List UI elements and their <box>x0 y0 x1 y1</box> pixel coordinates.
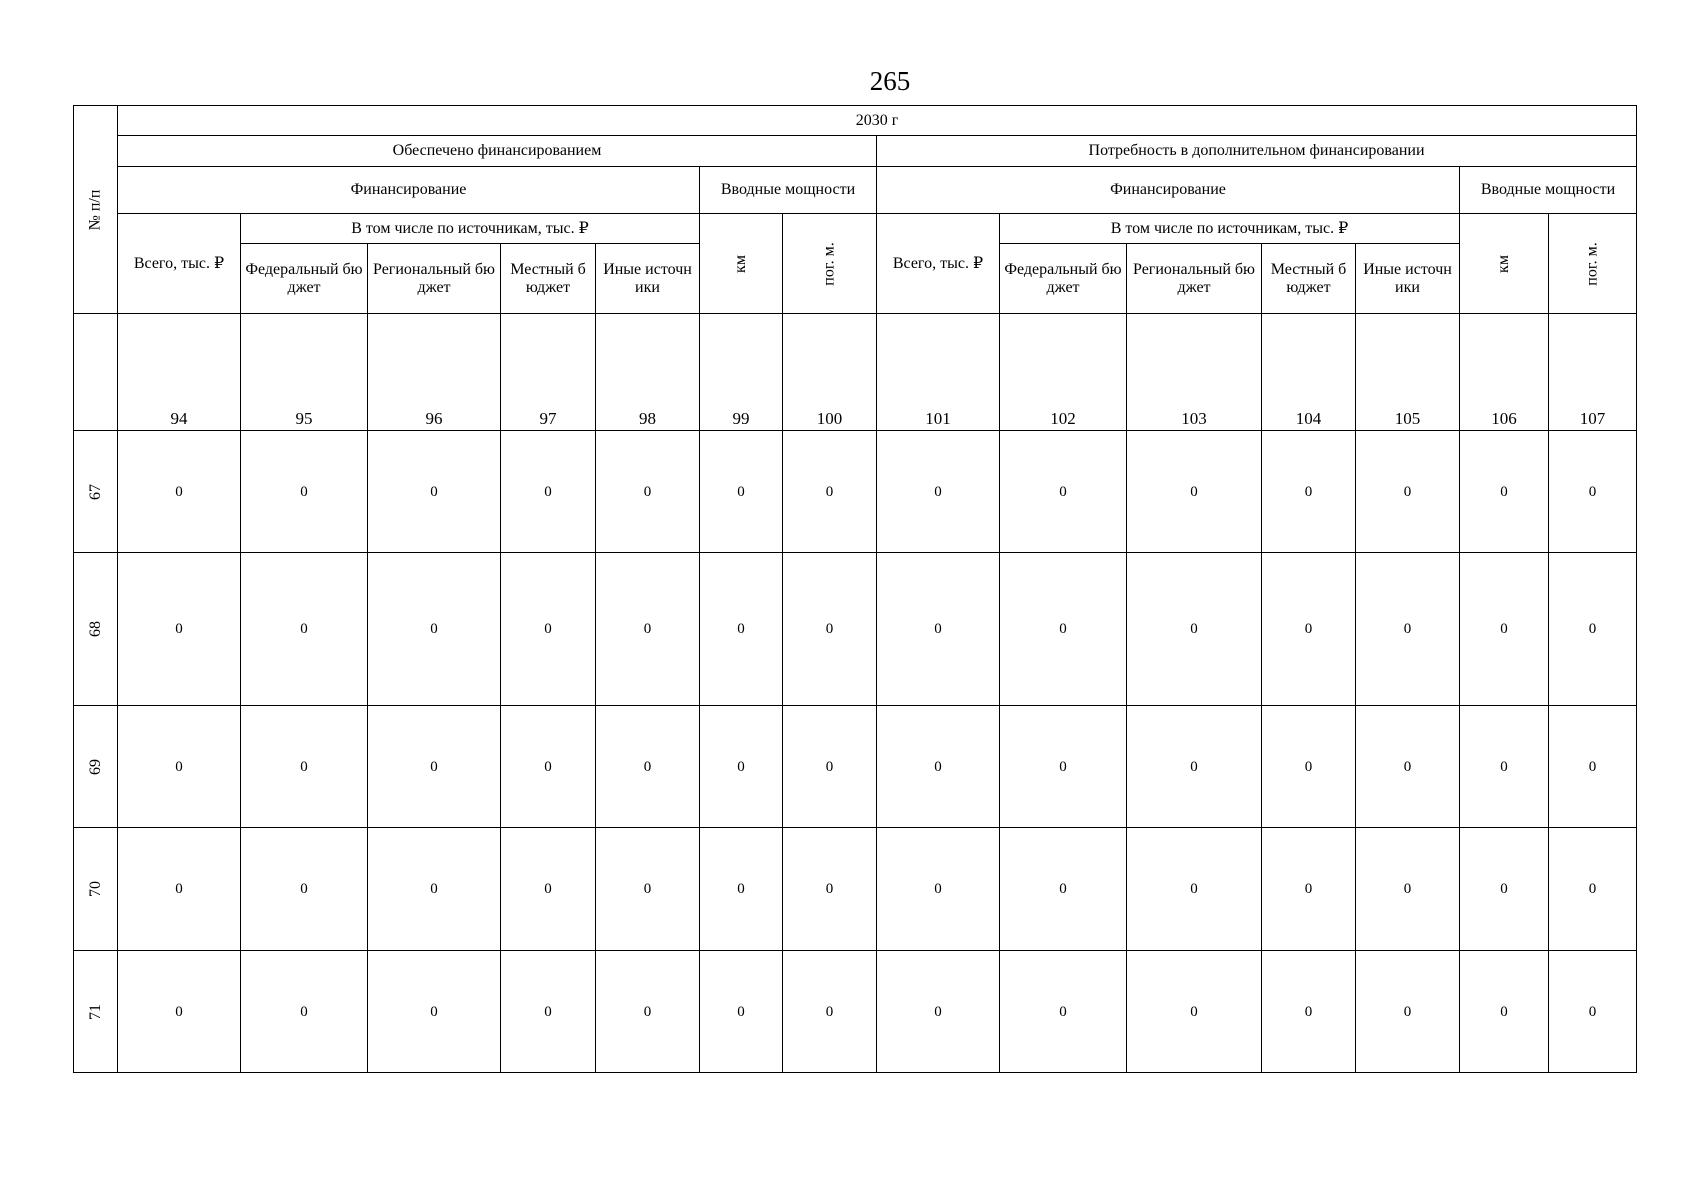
value-cell: 0 <box>118 431 241 553</box>
value-cell: 0 <box>118 828 241 951</box>
column-number: 103 <box>1127 314 1262 431</box>
funded-power-title: Вводные мощности <box>700 167 877 214</box>
value-cell: 0 <box>1549 828 1637 951</box>
column-number: 101 <box>877 314 1000 431</box>
value-cell: 0 <box>1356 431 1460 553</box>
funded-source-local: Местный бюджет <box>501 244 596 314</box>
value-cell: 0 <box>368 828 501 951</box>
additional-unit-m <box>1549 214 1637 314</box>
funded-unit-km <box>700 214 783 314</box>
value-cell: 0 <box>596 706 700 828</box>
value-cell: 0 <box>501 431 596 553</box>
year-header: 2030 г <box>118 106 1637 136</box>
financing-table <box>73 105 1637 1073</box>
row-number-cell <box>74 828 118 951</box>
column-number-row <box>74 314 1637 431</box>
value-cell: 0 <box>368 431 501 553</box>
value-cell: 0 <box>1460 553 1549 706</box>
funded-unit-m <box>783 214 877 314</box>
value-cell: 0 <box>1127 553 1262 706</box>
value-cell: 0 <box>877 706 1000 828</box>
value-cell: 0 <box>877 951 1000 1073</box>
column-number: 95 <box>241 314 368 431</box>
value-cell: 0 <box>241 431 368 553</box>
funded-source-regional: Региональный бюджет <box>368 244 501 314</box>
value-cell: 0 <box>1262 828 1356 951</box>
value-cell: 0 <box>877 431 1000 553</box>
value-cell: 0 <box>1262 553 1356 706</box>
value-cell: 0 <box>700 431 783 553</box>
column-number-empty <box>74 314 118 431</box>
additional-unit-km <box>1460 214 1549 314</box>
value-cell: 0 <box>596 553 700 706</box>
row-number: 69 <box>86 758 104 775</box>
value-cell: 0 <box>783 553 877 706</box>
row-number-header-label: № п/п <box>86 189 104 230</box>
table-row <box>74 828 1637 951</box>
value-cell: 0 <box>241 828 368 951</box>
value-cell: 0 <box>1549 951 1637 1073</box>
header-row-sections <box>74 136 1637 167</box>
value-cell: 0 <box>1000 706 1127 828</box>
row-number: 67 <box>86 483 104 500</box>
column-number: 94 <box>118 314 241 431</box>
funded-source-federal: Федеральный бюджет <box>241 244 368 314</box>
value-cell: 0 <box>1000 553 1127 706</box>
table-row <box>74 553 1637 706</box>
row-number-cell <box>74 553 118 706</box>
value-cell: 0 <box>118 706 241 828</box>
value-cell: 0 <box>700 951 783 1073</box>
value-cell: 0 <box>1262 431 1356 553</box>
funded-unit-km-label: км <box>732 254 749 273</box>
additional-source-other: Иные источники <box>1356 244 1460 314</box>
column-number: 105 <box>1356 314 1460 431</box>
header-row-subgroups <box>74 214 1637 244</box>
value-cell: 0 <box>596 431 700 553</box>
row-number-cell <box>74 706 118 828</box>
value-cell: 0 <box>700 553 783 706</box>
value-cell: 0 <box>1262 951 1356 1073</box>
value-cell: 0 <box>118 553 241 706</box>
value-cell: 0 <box>118 951 241 1073</box>
value-cell: 0 <box>1460 951 1549 1073</box>
additional-financing-title: Финансирование <box>877 167 1460 214</box>
value-cell: 0 <box>368 553 501 706</box>
table-row <box>74 706 1637 828</box>
additional-source-local: Местный бюджет <box>1262 244 1356 314</box>
additional-total-header: Всего, тыс. ₽ <box>877 214 1000 314</box>
row-number: 70 <box>86 881 104 897</box>
value-cell: 0 <box>877 553 1000 706</box>
value-cell: 0 <box>1127 828 1262 951</box>
header-row-year <box>74 106 1637 136</box>
column-number: 102 <box>1000 314 1127 431</box>
funded-sources-title: В том числе по источникам, тыс. ₽ <box>241 214 700 244</box>
data-rows <box>74 431 1637 1073</box>
value-cell: 0 <box>1460 706 1549 828</box>
row-number: 68 <box>86 621 104 637</box>
column-number: 104 <box>1262 314 1356 431</box>
value-cell: 0 <box>1000 951 1127 1073</box>
column-number: 100 <box>783 314 877 431</box>
value-cell: 0 <box>1262 706 1356 828</box>
additional-sources-title: В том числе по источникам, тыс. ₽ <box>1000 214 1460 244</box>
additional-power-title: Вводные мощности <box>1460 167 1637 214</box>
value-cell: 0 <box>501 706 596 828</box>
value-cell: 0 <box>1549 553 1637 706</box>
value-cell: 0 <box>783 706 877 828</box>
funded-unit-m-label: пог. м. <box>820 241 838 286</box>
value-cell: 0 <box>783 431 877 553</box>
value-cell: 0 <box>1460 828 1549 951</box>
page-number: 265 <box>869 66 911 96</box>
value-cell: 0 <box>241 553 368 706</box>
row-number: 71 <box>86 1003 104 1020</box>
value-cell: 0 <box>501 828 596 951</box>
row-number-cell <box>74 431 118 553</box>
row-number-header <box>74 106 118 314</box>
value-cell: 0 <box>1356 828 1460 951</box>
funded-total-header: Всего, тыс. ₽ <box>118 214 241 314</box>
value-cell: 0 <box>501 951 596 1073</box>
column-number: 96 <box>368 314 501 431</box>
value-cell: 0 <box>1000 431 1127 553</box>
column-number: 97 <box>501 314 596 431</box>
value-cell: 0 <box>596 828 700 951</box>
column-number: 107 <box>1549 314 1637 431</box>
value-cell: 0 <box>1356 951 1460 1073</box>
value-cell: 0 <box>877 828 1000 951</box>
column-number: 99 <box>700 314 783 431</box>
value-cell: 0 <box>501 553 596 706</box>
table-row <box>74 431 1637 553</box>
value-cell: 0 <box>1127 951 1262 1073</box>
value-cell: 0 <box>1460 431 1549 553</box>
value-cell: 0 <box>1549 431 1637 553</box>
value-cell: 0 <box>596 951 700 1073</box>
additional-source-regional: Региональный бюджет <box>1127 244 1262 314</box>
funded-source-other: Иные источники <box>596 244 700 314</box>
value-cell: 0 <box>1356 553 1460 706</box>
section-funded-title: Обеспечено финансированием <box>118 136 877 167</box>
header-row-groups <box>74 167 1637 214</box>
value-cell: 0 <box>241 706 368 828</box>
table-row <box>74 951 1637 1073</box>
additional-unit-km-label: км <box>1495 254 1512 273</box>
column-number: 98 <box>596 314 700 431</box>
section-additional-title: Потребность в дополнительном финансировании <box>877 136 1637 167</box>
value-cell: 0 <box>368 706 501 828</box>
value-cell: 0 <box>1549 706 1637 828</box>
value-cell: 0 <box>241 951 368 1073</box>
column-number: 106 <box>1460 314 1549 431</box>
value-cell: 0 <box>783 951 877 1073</box>
funded-financing-title: Финансирование <box>118 167 700 214</box>
value-cell: 0 <box>1000 828 1127 951</box>
row-number-cell <box>74 951 118 1073</box>
value-cell: 0 <box>700 706 783 828</box>
additional-source-federal: Федеральный бюджет <box>1000 244 1127 314</box>
value-cell: 0 <box>1127 431 1262 553</box>
value-cell: 0 <box>1356 706 1460 828</box>
additional-unit-m-label: пог. м. <box>1583 241 1601 286</box>
value-cell: 0 <box>783 828 877 951</box>
value-cell: 0 <box>700 828 783 951</box>
value-cell: 0 <box>368 951 501 1073</box>
value-cell: 0 <box>1127 706 1262 828</box>
